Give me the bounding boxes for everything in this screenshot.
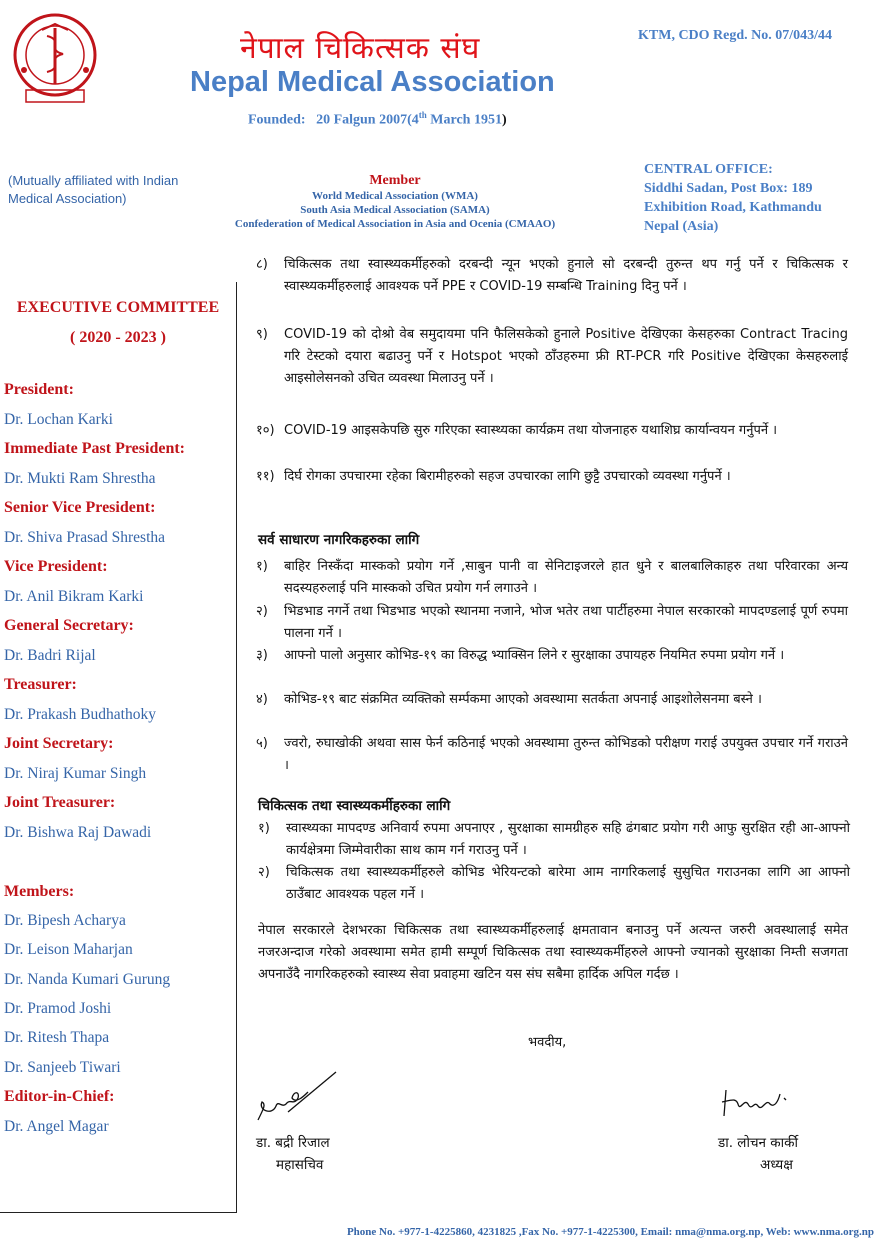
member-name: Dr. Bishwa Raj Dawadi [4,824,152,841]
point-text: चिकित्सक तथा स्वास्थ्यकर्मीहरुले कोभिड भेरियन्टको बारेमा आम नागरिकलाई सुसुचित गराउनका लागि आ आफ्नो ठाउँबाट आवश्यक पहल गर्ने । [286,865,850,902]
founded-rest: March 1951 [426,112,502,128]
signatory-title: अध्यक्ष [760,1157,793,1173]
member-name: Dr. Pramod Joshi [4,1000,112,1017]
closing-paragraph: नेपाल सरकारले देशभरका चिकित्सक तथा स्वास्थ्यकर्मीहरुलाई क्षमतावान बनाउनु पर्ने अत्यन्त जरुरी अवस्थालाई समेत नजरअन्दाज गरेको अवस्थामा समेत हामी सम्पूर्ण चिकित्सक तथा स्वास्थ्यकर्मीहरुले आफ्नो ज्यानको सुरक्षाका निम्ती सजगता अपनाउँदै नागरिकहरुको स्वास्थ्य सेवा प्रवाहमा खटिन यस संघ सबैमा हार्दिक अपिल गर्दछ । [258,923,848,982]
member-name: Dr. Bipesh Acharya [4,912,126,929]
member-name: Dr. Lochan Karki [4,411,113,428]
signatory-name: डा. बद्री रिजाल [256,1135,330,1151]
point-text: स्वास्थ्यका मापदण्ड अनिवार्य रुपमा अपनाएर , सुरक्षाका सामग्रीहरु सहि ढंगबाट प्रयोग गरी आफु सुरक्षित रही आ-आफ्नो कार्यक्षेत्रमा जिम्मेवारीका साथ काम गर्न गराउनु पर्ने । [286,821,850,858]
point-item [256,466,848,488]
signature-president [718,1078,808,1132]
registration-number: KTM, CDO Regd. No. 07/043/44 [638,28,833,43]
signature-general-secretary [254,1068,344,1132]
role-label: Joint Treasurer: [4,794,116,811]
point-item [256,420,848,442]
point-text: चिकित्सक तथा स्वास्थ्यकर्मीहरुको दरबन्दी न्यून भएको हुनाले सो दरबन्दी तुरुन्त थप गर्नु पर्ने र चिकित्सक र स्वास्थ्यकर्मीहरुलाई आवश्यक पर्ने PPE र COVID-19 सम्बन्धि Training दिनु पर्ने । [284,257,848,294]
role-label: Senior Vice President: [4,499,156,516]
role-label: General Secretary: [4,617,134,634]
member-name: Dr. Niraj Kumar Singh [4,765,147,782]
public-point [256,689,848,711]
member-line: Confederation of Medical Association in Asia and Ocenia (CMAAO) [234,218,556,230]
point-number: ५) [256,736,268,751]
point-number: १०) [256,423,275,438]
public-point [256,601,848,645]
point-text: COVID-19 आइसकेपछि सुरु गरिएका स्वास्थ्यका कार्यक्रम तथा योजनाहरु यथाशिघ्र कार्यान्वयन गर्नुपर्ने । [284,423,778,438]
member-line: World Medical Association (WMA) [312,190,478,202]
affiliation-note: (Mutually affiliated with Indian Medical Association) [8,173,179,206]
role-label: President: [4,381,74,398]
committee-title: EXECUTIVE COMMITTEE [16,299,220,316]
public-section-heading: सर्व साधारण नागरिकहरुका लागि [258,532,420,548]
founded-date: 20 Falgun 2007(4 [316,112,419,128]
point-number: ४) [256,692,268,707]
point-text: COVID-19 को दोश्रो वेब समुदायमा पनि फैलिसकेको हुनाले Positive देखिएका केसहरुका Contract Tracing गरि टेस्टको दयारा बढाउनु पर्ने र Hotspot भएको ठाँउहरुमा फ्री RT-PCR गरि Positive देखिएका केसहरुलाई आइसोलेसनको उचित व्यवस्था मिलाउनु पर्ने । [284,327,848,386]
office-line: CENTRAL OFFICE: [644,162,773,177]
role-label: Treasurer: [4,676,77,693]
founded-close: ) [501,112,507,128]
point-text: आफ्नो पालो अनुसार कोभिड-१९ का विरुद्ध भ्याक्सिन लिने र सुरक्षाका उपायहरु नियमित रुपमा प्रयोग गर्ने । [284,648,785,663]
point-text: कोभिड-१९ बाट संक्रमित व्यक्तिको सर्म्पकमा आएको अवस्थामा सतर्कता अपनाई आइशोलेसनमा बस्ने । [284,692,762,707]
member-name: Dr. Shiva Prasad Shrestha [4,529,166,546]
founded-label: Founded: [248,112,306,128]
committee-term: ( 2020 - 2023 ) [70,329,166,346]
point-number: २) [256,604,268,619]
sign-off: भवदीय, [528,1035,567,1050]
member-name: Dr. Anil Bikram Karki [4,588,144,605]
point-number: ३) [256,648,268,663]
point-text: ज्वरो, रुघाखोकी अथवा सास फेर्न कठिनाई भएको अवस्थामा तुरुन्त कोभिडको परीक्षण गराई उपयुक्त उपचार गर्ने गराउने । [284,736,848,773]
founded-line [248,110,548,129]
founded-sup: th [418,110,427,120]
signatory-title: महासचिव [276,1157,324,1173]
point-item [256,254,848,298]
point-number: ८) [256,257,268,272]
office-line: Exhibition Road, Kathmandu [644,200,822,215]
member-name: Dr. Badri Rijal [4,647,96,664]
public-point [256,556,848,600]
point-number: १) [258,821,270,836]
member-name: Dr. Prakash Budhathoky [4,706,156,723]
member-name: Dr. Sanjeeb Tiwari [4,1059,121,1076]
role-label: Editor-in-Chief: [4,1088,115,1105]
member-name: Dr. Nanda Kumari Gurung [4,971,171,988]
point-number: २) [258,865,270,880]
central-office-address [644,160,884,236]
signatory-name: डा. लोचन कार्की [718,1135,799,1151]
role-label: Joint Secretary: [4,735,114,752]
footer-text: Phone No. +977-1-4225860, 4231825 ,Fax No. +977-1-4225300, Email: nma@nma.org.np, Web: www.nma.org.np [346,1226,874,1238]
office-line: Siddhi Sadan, Post Box: 189 [644,181,813,196]
point-item [256,324,848,390]
health-section-heading: चिकित्सक तथा स्वास्थ्यकर्मीहरुका लागि [258,798,451,814]
title-english: Nepal Medical Association [190,66,555,98]
member-heading: Member [369,173,421,188]
role-label: Members: [4,883,75,900]
public-point [256,733,848,777]
member-name: Dr. Leison Maharjan [4,941,133,958]
point-number: १) [256,559,268,574]
member-line: South Asia Medical Association (SAMA) [300,204,490,216]
title-nepali: नेपाल चिकित्सक संघ [240,31,481,66]
health-point [258,862,850,906]
contact-footer [0,1226,890,1238]
point-text: भिडभाड नगर्ने तथा भिडभाड भएको स्थानमा नजाने, भोज भतेर तथा पार्टीहरुमा नेपाल सरकारको मापदण्डलाई पूर्ण रुपमा पालना गर्ने । [284,604,848,641]
public-point [256,645,848,667]
point-text: दिर्घ रोगका उपचारमा रहेका बिरामीहरुको सहज उपचारका लागि छुट्टै उपचारको व्यवस्था गर्नुपर्ने । [284,469,731,484]
member-name: Dr. Mukti Ram Shrestha [4,470,156,487]
point-number: ११) [256,469,275,484]
membership-block [200,172,590,231]
role-label: Immediate Past President: [4,440,185,457]
point-number: ९) [256,327,268,342]
member-name: Dr. Ritesh Thapa [4,1029,110,1046]
office-line: Nepal (Asia) [644,219,719,234]
role-label: Vice President: [4,558,108,575]
nma-logo [12,10,98,106]
member-name: Dr. Angel Magar [4,1118,109,1135]
executive-committee-heading [0,293,236,353]
point-text: बाहिर निस्कँदा मास्कको प्रयोग गर्ने ,साबुन पानी वा सेनिटाइजरले हात धुने र बालबालिकाहरु तथा परिवारका अन्य सदस्यहरुलाई पनि मास्कको उचित प्रयोग गर्न लगाउने । [284,559,848,596]
health-point [258,818,850,862]
